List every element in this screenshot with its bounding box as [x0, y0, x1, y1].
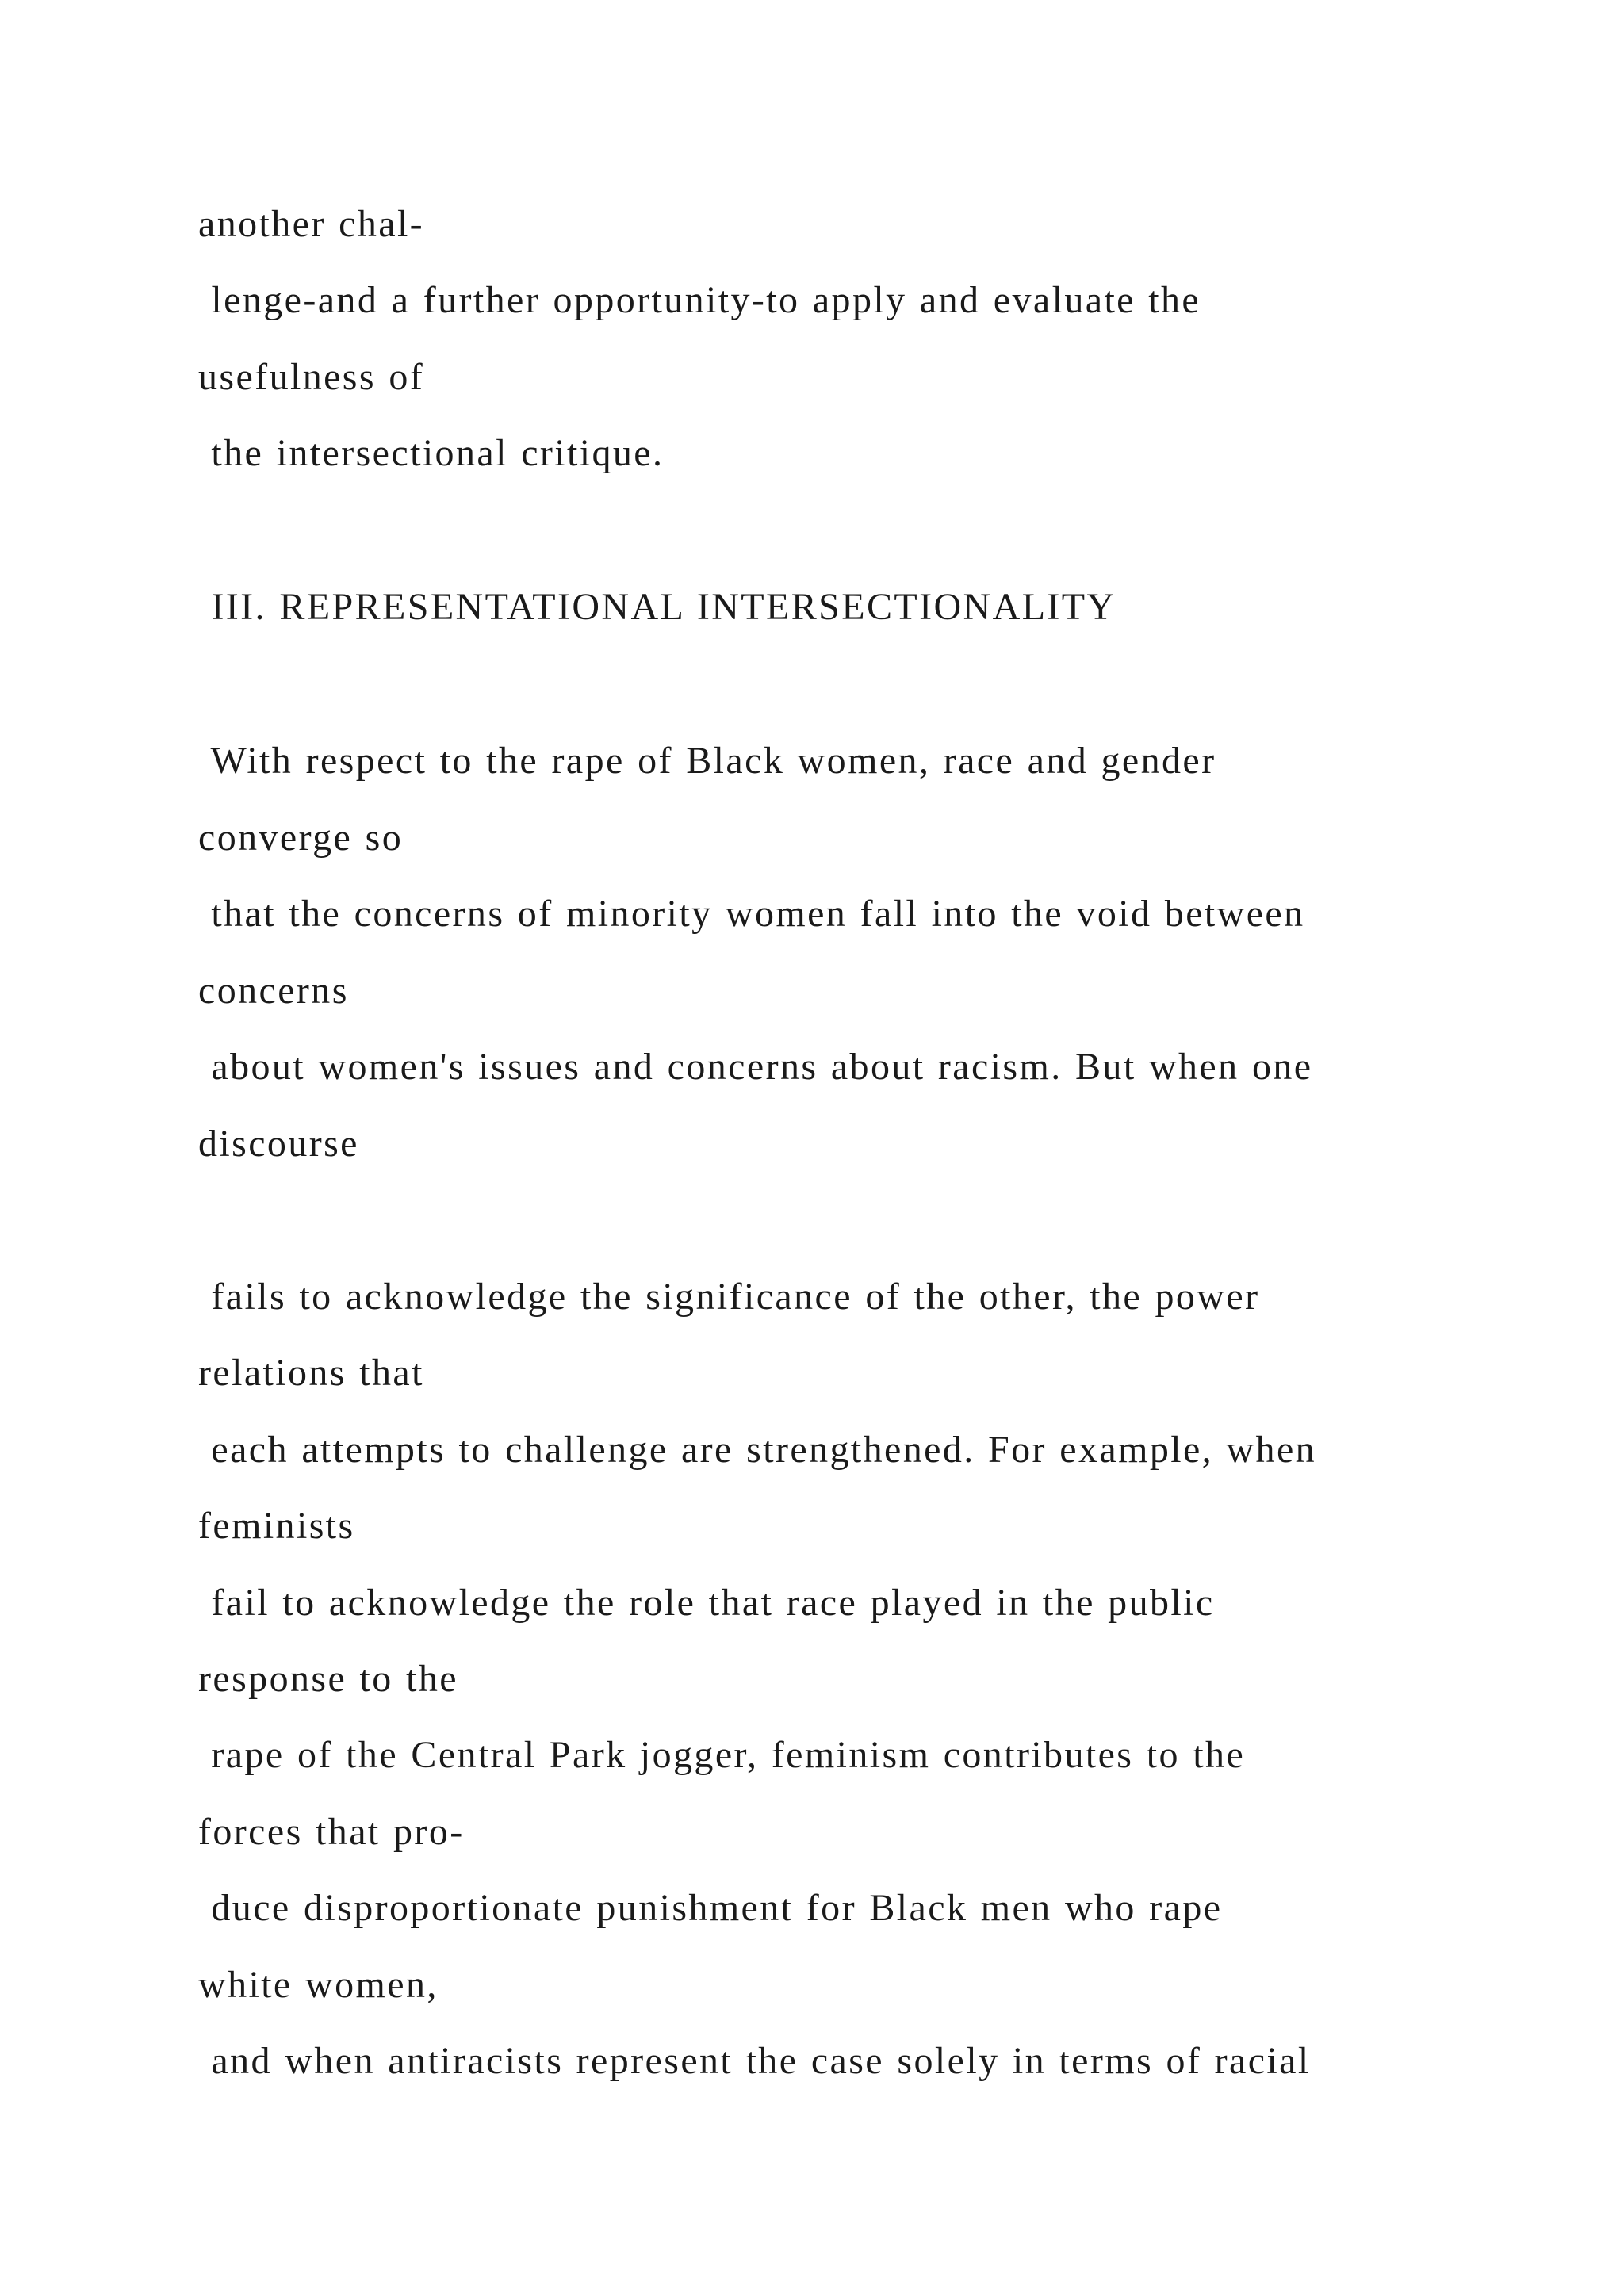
text-line: fail to acknowledge the role that race played in the public [198, 1582, 1215, 1624]
text-line: white women, [198, 1964, 439, 2006]
text-line: each attempts to challenge are strengthened. For example, when [198, 1429, 1317, 1471]
text-line: and when antiracists represent the case solely in terms of racial [198, 2040, 1311, 2082]
text-line: usefulness of [198, 356, 425, 398]
text-line: feminists [198, 1505, 355, 1547]
text-line: that the concerns of minority women fall into the void between [198, 893, 1305, 935]
text-line: fails to acknowledge the significance of the other, the power [198, 1276, 1260, 1318]
section-heading: III. REPRESENTATIONAL INTERSECTIONALITY [198, 586, 1116, 628]
text-line: relations that [198, 1352, 424, 1394]
text-line: the intersectional critique. [198, 432, 665, 474]
text-line: lenge-and a further opportunity-to apply and evaluate the [198, 279, 1201, 321]
text-line: response to the [198, 1658, 458, 1700]
text-line: duce disproportionate punishment for Black men who rape [198, 1887, 1223, 1929]
text-line: With respect to the rape of Black women, race and gender [198, 740, 1216, 782]
text-line: rape of the Central Park jogger, feminism contributes to the [198, 1734, 1246, 1776]
text-line: about women's issues and concerns about racism. But when one [198, 1046, 1313, 1088]
text-line: another chal- [198, 203, 425, 245]
text-line: forces that pro- [198, 1811, 465, 1853]
text-line: converge so [198, 817, 404, 859]
text-line: discourse [198, 1123, 359, 1165]
text-line: concerns [198, 970, 349, 1012]
